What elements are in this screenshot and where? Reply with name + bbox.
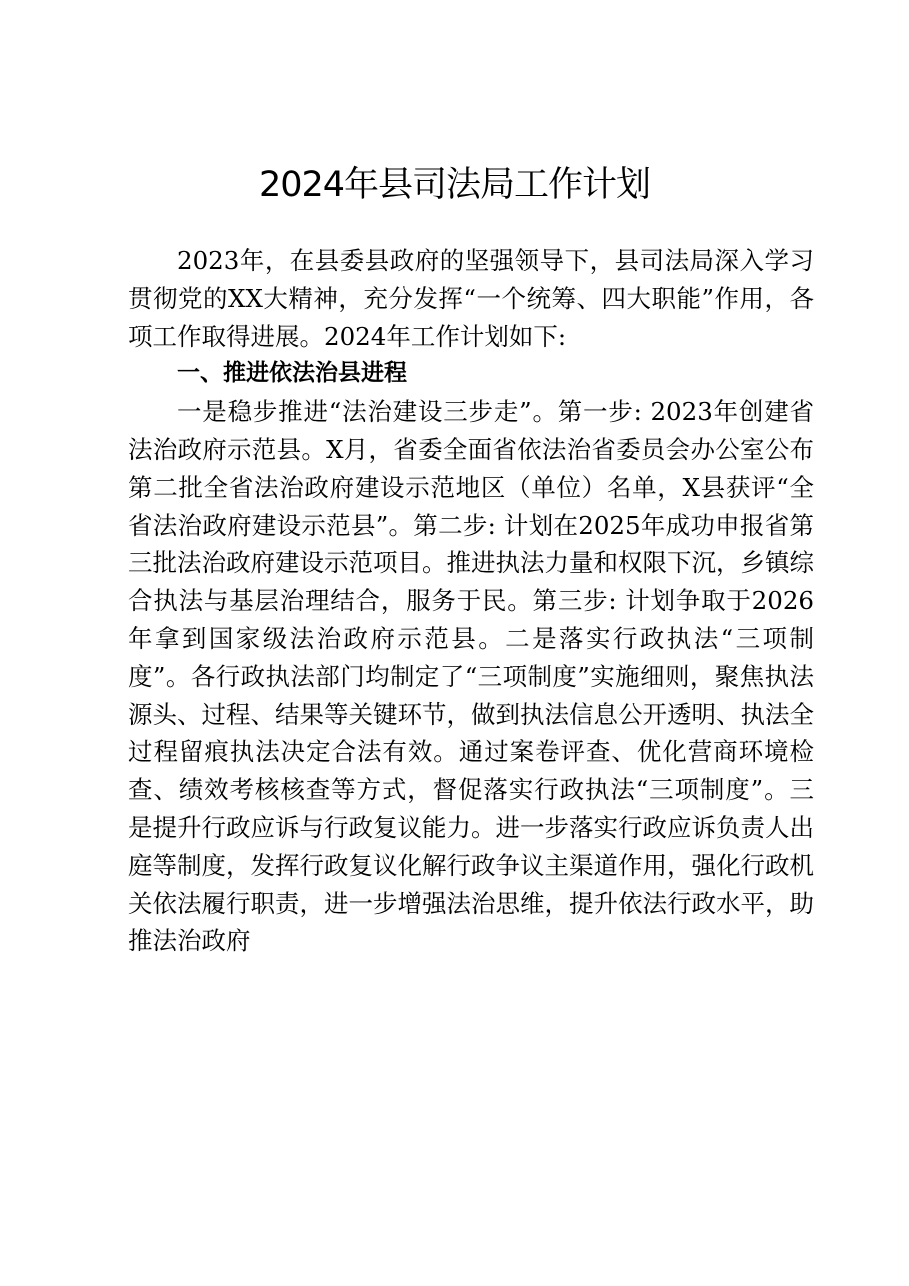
document-title: 2024年县司法局工作计划: [258, 165, 651, 205]
section-1-paragraph: 一是稳步推进“法治建设三步走”。第一步: 2023年创建省法治政府示范县。X月，省委全面省依法治省委员会办公室公布第二批全省法治政府建设示范地区（单位）名单，X县获评“全省法治政府建设示范县”。第二步: 计划在2025年成功申报省第三批法治政府建设示范项目。推进执法力量和权限下沉，乡镇综合执法与基层治理结合，服务于民。第三步: 计划争取于2026年拿到国家级法治政府示范县。二是落实行政执法“三项制度”。各行政执法部门均制定了“三项制度”实施细则，聚焦执法源头、过程、结果等关键环节，做到执法信息公开透明、执法全过程留痕执法决定合法有效。通过案卷评查、优化营商环境检查、绩效考核核查等方式，督促落实行政执法“三项制度”。三是提升行政应诉与行政复议能力。进一步落实行政应诉负责人出庭等制度，发挥行政复议化解行政争议主渠道作用，强化行政机关依法履行职责，进一步增强法治思维，提升依法行政水平，助推法治政府: [128, 397, 814, 956]
document-body: [128, 242, 814, 960]
intro-paragraph: 2023年，在县委县政府的坚强领导下，县司法局深入学习贯彻党的XX大精神，充分发挥“一个统筹、四大职能”作用，各项工作取得进展。2024年工作计划如下:: [128, 246, 814, 351]
section-1-heading: 一、推进依法治县进程: [177, 360, 407, 387]
